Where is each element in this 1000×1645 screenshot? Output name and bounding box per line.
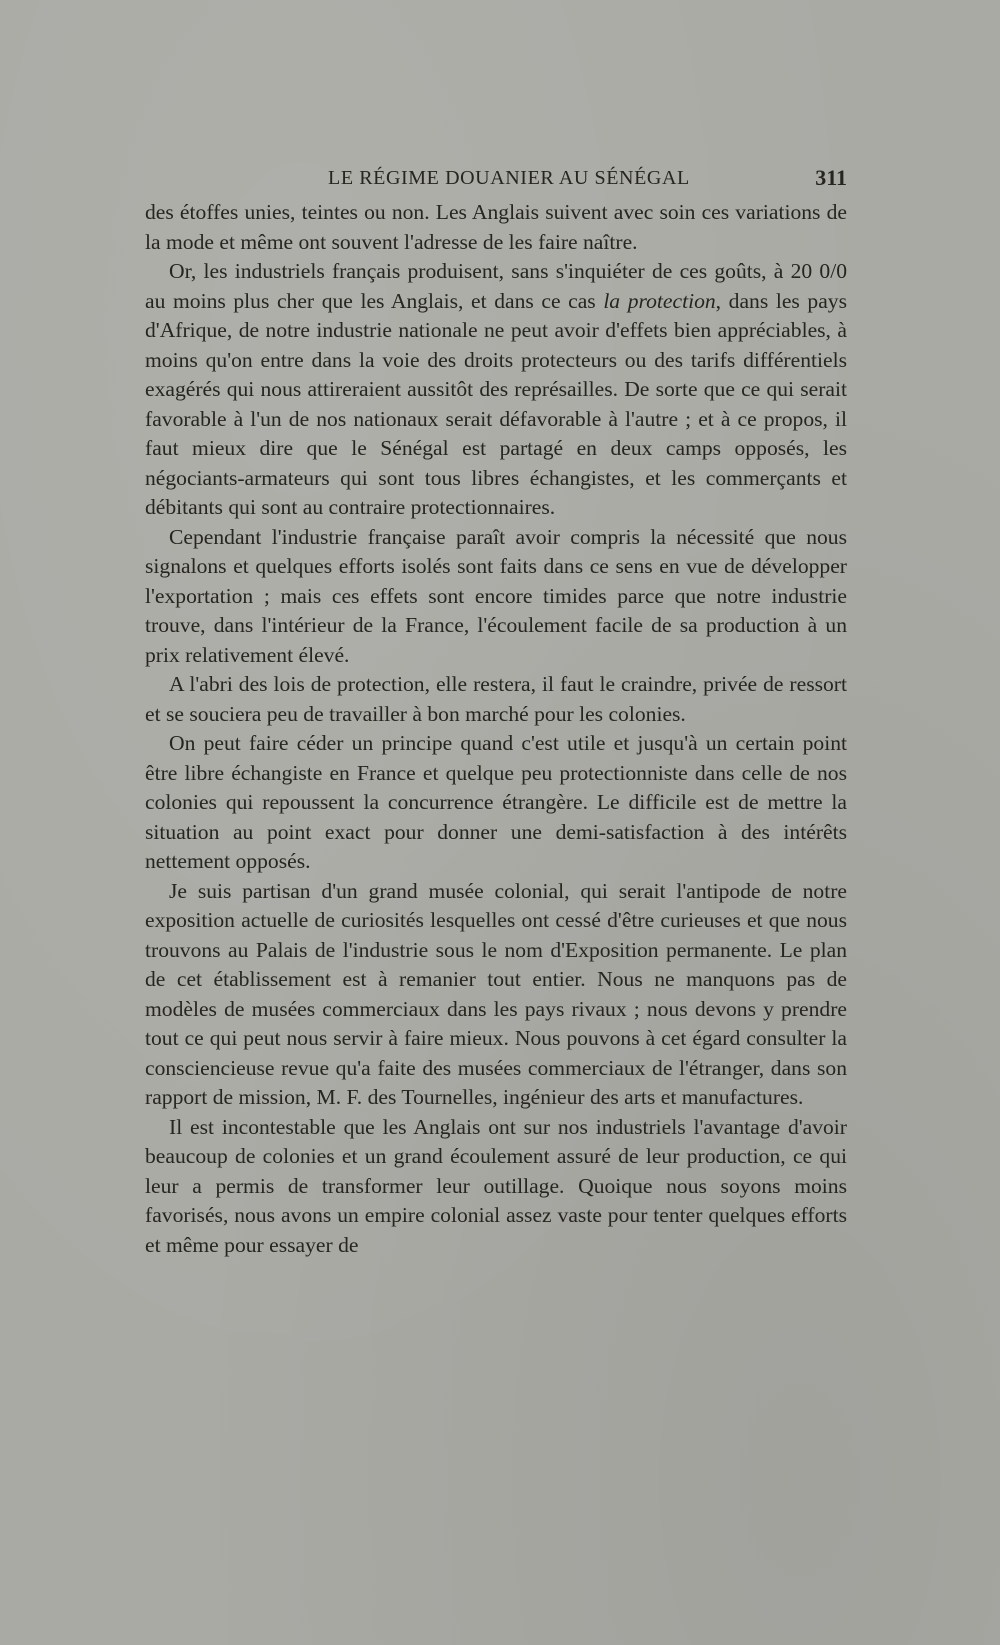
paragraph-3: Cependant l'industrie française paraît avoir compris la nécessité que nous signalons et quelques efforts isolés sont faits dans ce sens en vue de développer l'exportation ; mais ces effets sont encore timides parce que notre industrie trouve, dans l'intérieur de la France, l'écoulement facile de sa production à un prix relativement élevé. (145, 524, 847, 667)
italic-phrase: la protection (603, 288, 716, 313)
paragraph-1: des étoffes unies, teintes ou non. Les Anglais suivent avec soin ces variations de la mode et même ont souvent l'adresse de les faire naître. (145, 200, 847, 254)
page-header (145, 165, 847, 195)
paragraph-4: A l'abri des lois de protection, elle restera, il faut le craindre, privée de ressort et se souciera peu de travailler à bon marché pour les colonies. (145, 672, 847, 726)
paragraph-2-start: Or, les industriels français produisent, sans s'inquiéter de ces goûts, à 20 0/0 au moins plus cher que les Anglais, et dans ce cas (145, 259, 847, 313)
paragraph-6: Je suis partisan d'un grand musée colonial, qui serait l'antipode de notre exposition actuelle de curiosités lesquelles ont cessé d'être curieuses et que nous trouvons au Palais de l'industrie sous le nom d'Exposition permanente. Le plan de cet établissement est à remanier tout entier. Nous ne manquons pas de modèles de musées commerciaux dans les pays rivaux ; nous devons y prendre tout ce qui peut nous servir à faire mieux. Nous pouvons à cet égard consulter la consciencieuse revue qu'a faite des musées commerciaux de l'étranger, dans son rapport de mission, M. F. des Tournelles, ingénieur des arts et manufactures. (145, 878, 847, 1109)
page-number: 311 (815, 165, 847, 190)
body-text (145, 198, 847, 1260)
paragraph-2-end: , dans les pays d'Afrique, de notre industrie nationale ne peut avoir d'effets bien appréciables, à moins qu'on entre dans la voie des droits protecteurs ou des tarifs différentiels exagérés qui nous attireraient aussitôt des représailles. De sorte que ce qui serait favorable à l'un de nos nationaux serait défavorable à l'autre ; et à ce propos, il faut mieux dire que le Sénégal est partagé en deux camps opposés, les négociants-armateurs qui sont tous libres échangistes, et les commerçants et débitants qui sont au contraire protectionnaires. (145, 288, 848, 519)
paragraph-7: Il est incontestable que les Anglais ont sur nos industriels l'avantage d'avoir beaucoup de colonies et un grand écoulement assuré de leur production, ce qui leur a permis de transformer leur outillage. Quoique nous soyons moins favorisés, nous avons un empire colonial assez vaste pour tenter quelques efforts et même pour essayer de (145, 1114, 847, 1257)
paragraph-2 (145, 257, 847, 523)
paragraph-5: On peut faire céder un principe quand c'est utile et jusqu'à un certain point être libre échangiste en France et quelque peu protectionniste dans celle de nos colonies qui repoussent la concurrence étrangère. Le difficile est de mettre la situation au point exact pour donner une demi-satisfaction à des intérêts nettement opposés. (145, 731, 847, 873)
running-title: LE RÉGIME DOUANIER AU SÉNÉGAL (328, 167, 690, 189)
